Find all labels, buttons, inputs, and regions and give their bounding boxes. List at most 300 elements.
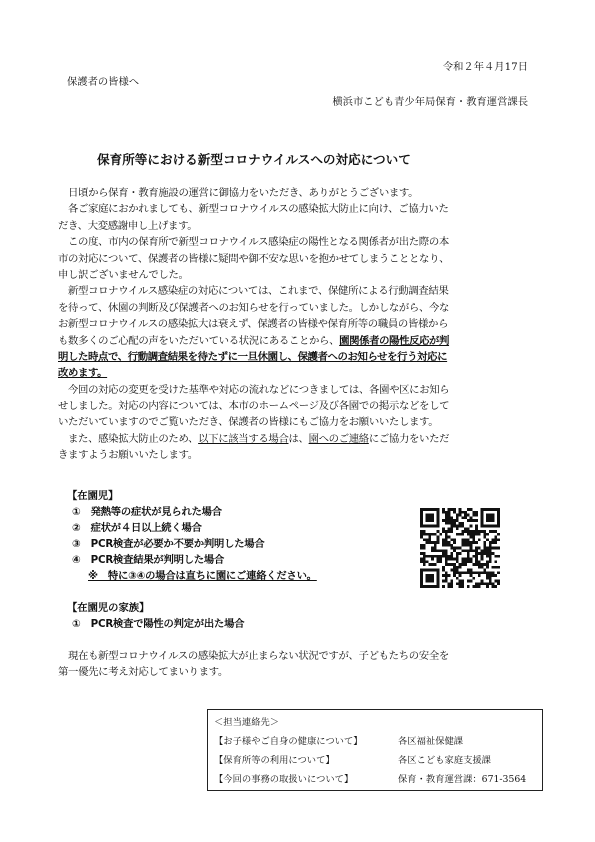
body-line: 新型コロナウイルス感染症の対応については、これまで、保健所による行動調査結果 xyxy=(68,285,449,298)
qr-module xyxy=(448,519,451,522)
qr-module xyxy=(481,516,484,519)
qr-module xyxy=(431,549,434,552)
qr-module xyxy=(472,563,475,566)
qr-module xyxy=(464,511,467,514)
qr-module xyxy=(467,585,470,588)
qr-module xyxy=(450,552,453,555)
qr-module xyxy=(445,552,448,555)
qr-module xyxy=(483,552,486,555)
qr-module xyxy=(442,555,445,558)
qr-module xyxy=(431,569,434,572)
qr-module xyxy=(472,530,475,533)
qr-module xyxy=(420,574,423,577)
qr-module xyxy=(434,533,437,536)
qr-module xyxy=(481,571,484,574)
qr-module xyxy=(448,563,451,566)
qr-module xyxy=(475,519,478,522)
qr-module xyxy=(464,560,467,563)
qr-module xyxy=(467,519,470,522)
qr-module xyxy=(489,560,492,563)
qr-module xyxy=(489,580,492,583)
qr-module xyxy=(467,530,470,533)
qr-module xyxy=(442,527,445,530)
qr-module xyxy=(453,538,456,541)
qr-module xyxy=(423,508,426,511)
qr-module xyxy=(481,580,484,583)
qr-module xyxy=(437,536,440,539)
qr-module xyxy=(481,522,484,525)
qr-module xyxy=(450,516,453,519)
children-item: ③ PCR検査が必要か不要か判明した場合 xyxy=(72,538,265,550)
qr-module xyxy=(453,541,456,544)
qr-module xyxy=(437,541,440,544)
contact-topic: 【今回の事務の取扱いについて】 xyxy=(214,774,354,785)
qr-module xyxy=(420,514,423,517)
qr-module xyxy=(489,574,492,577)
qr-module xyxy=(478,566,481,569)
qr-module xyxy=(420,577,423,580)
qr-module xyxy=(420,552,423,555)
qr-module xyxy=(428,585,431,588)
qr-module xyxy=(437,519,440,522)
qr-module xyxy=(423,558,426,561)
qr-module xyxy=(483,536,486,539)
qr-module xyxy=(461,585,464,588)
closing-line: 現在も新型コロナウイルスの感染拡大が止まらない状況ですが、子どもたちの安全を xyxy=(68,650,449,662)
qr-module xyxy=(453,569,456,572)
body-text xyxy=(58,185,538,464)
qr-module xyxy=(428,533,431,536)
qr-module xyxy=(426,538,429,541)
qr-module xyxy=(445,571,448,574)
qr-module xyxy=(461,525,464,528)
qr-module xyxy=(448,530,451,533)
qr-module xyxy=(453,519,456,522)
qr-module xyxy=(431,577,434,580)
qr-module xyxy=(431,574,434,577)
qr-module xyxy=(428,577,431,580)
qr-module xyxy=(456,552,459,555)
qr-module xyxy=(445,536,448,539)
qr-module xyxy=(497,547,500,550)
qr-module xyxy=(437,560,440,563)
qr-module xyxy=(442,552,445,555)
qr-module xyxy=(445,549,448,552)
qr-module xyxy=(486,577,489,580)
qr-module xyxy=(494,530,497,533)
qr-module xyxy=(434,525,437,528)
qr-module xyxy=(437,555,440,558)
qr-module xyxy=(445,544,448,547)
qr-module xyxy=(497,580,500,583)
qr-module xyxy=(420,516,423,519)
qr-module xyxy=(448,508,451,511)
qr-module xyxy=(423,569,426,572)
qr-module xyxy=(459,582,462,585)
qr-module xyxy=(478,533,481,536)
qr-module xyxy=(467,580,470,583)
qr-module xyxy=(456,566,459,569)
qr-module xyxy=(483,508,486,511)
qr-module xyxy=(481,566,484,569)
qr-module xyxy=(483,569,486,572)
qr-module xyxy=(426,585,429,588)
qr-module xyxy=(426,560,429,563)
qr-module xyxy=(456,558,459,561)
qr-module xyxy=(470,560,473,563)
qr-module xyxy=(489,525,492,528)
qr-module xyxy=(486,571,489,574)
qr-module xyxy=(423,547,426,550)
qr-module xyxy=(497,571,500,574)
qr-module xyxy=(450,525,453,528)
qr-module xyxy=(423,552,426,555)
qr-module xyxy=(442,566,445,569)
qr-module xyxy=(461,558,464,561)
qr-module xyxy=(456,533,459,536)
qr-module xyxy=(459,522,462,525)
qr-module xyxy=(467,571,470,574)
qr-module xyxy=(437,525,440,528)
qr-module xyxy=(497,555,500,558)
qr-module xyxy=(450,508,453,511)
qr-module xyxy=(464,527,467,530)
qr-module xyxy=(459,580,462,583)
qr-module xyxy=(489,552,492,555)
qr-module xyxy=(470,574,473,577)
qr-module xyxy=(483,530,486,533)
qr-module xyxy=(442,530,445,533)
qr-module xyxy=(464,541,467,544)
qr-module xyxy=(467,552,470,555)
qr-module xyxy=(472,533,475,536)
qr-module xyxy=(420,580,423,583)
qr-module xyxy=(445,577,448,580)
qr-module xyxy=(431,525,434,528)
qr-module xyxy=(497,508,500,511)
qr-module xyxy=(486,514,489,517)
qr-module xyxy=(450,555,453,558)
qr-module xyxy=(494,560,497,563)
qr-module xyxy=(489,558,492,561)
underlined-text: 園へのご連絡 xyxy=(308,432,369,445)
qr-module xyxy=(420,547,423,550)
emphasis-line: 明した時点で、行動調査結果を待たずに一旦休園し、保護者へのお知らせを行う対応に xyxy=(58,350,448,363)
qr-module xyxy=(475,541,478,544)
qr-module xyxy=(420,533,423,536)
qr-module xyxy=(494,580,497,583)
qr-module xyxy=(459,514,462,517)
body-text-segment: また、感染拡大防止のため、 xyxy=(68,432,199,445)
qr-module xyxy=(453,508,456,511)
qr-module xyxy=(478,538,481,541)
qr-module xyxy=(453,571,456,574)
qr-module xyxy=(461,541,464,544)
qr-module xyxy=(426,516,429,519)
qr-module xyxy=(453,511,456,514)
qr-module xyxy=(489,519,492,522)
qr-module xyxy=(434,569,437,572)
contact-note: ※ 特に③④の場合は直ちに園にご連絡ください。 xyxy=(88,570,317,582)
qr-module xyxy=(445,522,448,525)
qr-module xyxy=(445,558,448,561)
qr-module xyxy=(489,544,492,547)
qr-module xyxy=(442,569,445,572)
qr-module xyxy=(475,555,478,558)
qr-module xyxy=(481,519,484,522)
qr-module xyxy=(423,563,426,566)
qr-module xyxy=(486,508,489,511)
qr-module xyxy=(461,516,464,519)
qr-module xyxy=(453,558,456,561)
qr-module xyxy=(437,569,440,572)
qr-module xyxy=(423,560,426,563)
body-text-segment: にご協力をいただ xyxy=(368,432,450,445)
qr-module xyxy=(442,549,445,552)
qr-module xyxy=(442,541,445,544)
qr-module xyxy=(483,582,486,585)
qr-module xyxy=(431,558,434,561)
qr-module xyxy=(475,530,478,533)
qr-module xyxy=(483,571,486,574)
qr-module xyxy=(472,571,475,574)
qr-module xyxy=(426,541,429,544)
qr-module xyxy=(492,571,495,574)
qr-module xyxy=(461,538,464,541)
qr-module xyxy=(448,522,451,525)
contact-header: ＜担当連絡先＞ xyxy=(214,717,280,728)
body-line: お新型コロナウイルスの感染拡大は衰えず、保護者の皆様や保育所等の職員の皆様から xyxy=(58,318,449,331)
qr-module xyxy=(489,549,492,552)
qr-module xyxy=(497,511,500,514)
qr-module xyxy=(483,563,486,566)
qr-module xyxy=(489,530,492,533)
qr-module xyxy=(481,563,484,566)
qr-module xyxy=(497,516,500,519)
qr-module xyxy=(456,516,459,519)
qr-module xyxy=(467,549,470,552)
qr-module xyxy=(453,563,456,566)
qr-module xyxy=(450,547,453,550)
qr-module xyxy=(445,519,448,522)
closing-text xyxy=(58,648,538,681)
qr-module xyxy=(492,538,495,541)
qr-module xyxy=(456,560,459,563)
qr-module xyxy=(448,541,451,544)
qr-module xyxy=(423,585,426,588)
qr-module xyxy=(464,514,467,517)
qr-module xyxy=(470,549,473,552)
qr-module xyxy=(478,563,481,566)
qr-module xyxy=(478,571,481,574)
qr-module xyxy=(437,574,440,577)
qr-module xyxy=(475,533,478,536)
qr-module xyxy=(448,574,451,577)
qr-module xyxy=(445,511,448,514)
qr-module xyxy=(428,536,431,539)
qr-module xyxy=(459,533,462,536)
qr-module xyxy=(426,514,429,517)
qr-module xyxy=(420,569,423,572)
qr-module xyxy=(437,538,440,541)
qr-module xyxy=(459,566,462,569)
qr-module xyxy=(445,541,448,544)
qr-module xyxy=(489,555,492,558)
qr-module xyxy=(486,533,489,536)
qr-module xyxy=(442,519,445,522)
qr-module xyxy=(486,516,489,519)
qr-module xyxy=(428,519,431,522)
body-line: いただいていますのでご覧いただき、保護者の皆様にもご協力をお願いいたします。 xyxy=(58,416,439,429)
qr-module xyxy=(437,516,440,519)
qr-module xyxy=(470,508,473,511)
qr-module xyxy=(492,552,495,555)
qr-module xyxy=(445,563,448,566)
qr-module xyxy=(472,541,475,544)
qr-module xyxy=(486,555,489,558)
body-line: 各ご家庭におかれましても、新型コロナウイルスの感染拡大防止に向け、ご協力いた xyxy=(68,203,449,216)
qr-module xyxy=(481,552,484,555)
qr-module xyxy=(461,511,464,514)
qr-module xyxy=(448,511,451,514)
qr-module xyxy=(470,544,473,547)
qr-module xyxy=(486,566,489,569)
qr-module xyxy=(459,585,462,588)
qr-module xyxy=(442,544,445,547)
qr-module xyxy=(428,508,431,511)
qr-module xyxy=(420,530,423,533)
qr-module xyxy=(461,582,464,585)
document-title: 保育所等における新型コロナウイルスへの対応について xyxy=(97,152,411,167)
qr-module xyxy=(467,514,470,517)
qr-module xyxy=(481,555,484,558)
qr-module xyxy=(437,522,440,525)
qr-module xyxy=(483,533,486,536)
qr-module xyxy=(459,508,462,511)
qr-module xyxy=(492,541,495,544)
qr-module xyxy=(456,577,459,580)
qr-module xyxy=(472,514,475,517)
qr-module xyxy=(475,560,478,563)
qr-module xyxy=(489,514,492,517)
qr-module xyxy=(420,560,423,563)
body-line: 日頃から保育・教育施設の運営に御協力をいただき、ありがとうございます。 xyxy=(68,187,419,199)
qr-module xyxy=(448,582,451,585)
qr-module xyxy=(464,549,467,552)
qr-module xyxy=(437,530,440,533)
qr-module xyxy=(472,538,475,541)
qr-module xyxy=(467,558,470,561)
qr-module xyxy=(434,585,437,588)
qr-module xyxy=(461,571,464,574)
qr-module xyxy=(431,541,434,544)
qr-module xyxy=(475,511,478,514)
qr-module xyxy=(494,585,497,588)
qr-module xyxy=(434,508,437,511)
qr-module xyxy=(464,516,467,519)
qr-module xyxy=(467,569,470,572)
qr-module xyxy=(475,547,478,550)
qr-module xyxy=(445,560,448,563)
qr-module xyxy=(461,530,464,533)
qr-module xyxy=(486,574,489,577)
qr-module xyxy=(478,585,481,588)
qr-module xyxy=(472,555,475,558)
qr-module xyxy=(486,560,489,563)
qr-module xyxy=(481,525,484,528)
qr-module xyxy=(434,555,437,558)
qr-module xyxy=(459,511,462,514)
qr-module xyxy=(492,574,495,577)
qr-module xyxy=(420,585,423,588)
qr-module xyxy=(437,580,440,583)
qr-module xyxy=(420,511,423,514)
qr-module xyxy=(461,549,464,552)
qr-module xyxy=(461,544,464,547)
qr-module xyxy=(420,522,423,525)
qr-module xyxy=(494,541,497,544)
qr-module xyxy=(423,555,426,558)
qr-module xyxy=(470,525,473,528)
qr-module xyxy=(461,522,464,525)
qr-module xyxy=(497,533,500,536)
qr-module xyxy=(464,563,467,566)
qr-module xyxy=(450,585,453,588)
qr-module xyxy=(450,544,453,547)
qr-module xyxy=(426,508,429,511)
qr-module xyxy=(492,566,495,569)
body-line: を待って、休園の判断及び保護者へのお知らせを行っていました。しかしながら、今な xyxy=(58,301,450,314)
qr-module xyxy=(445,516,448,519)
body-line xyxy=(58,333,538,349)
qr-module xyxy=(450,563,453,566)
qr-module xyxy=(478,547,481,550)
document-date: 令和２年４月17日 xyxy=(442,61,528,73)
qr-module xyxy=(483,541,486,544)
qr-module xyxy=(420,508,423,511)
contact-office: 各区福祉保健課 xyxy=(398,736,464,747)
qr-module xyxy=(481,530,484,533)
qr-module xyxy=(459,525,462,528)
qr-module xyxy=(467,538,470,541)
qr-module xyxy=(470,536,473,539)
qr-module xyxy=(497,519,500,522)
qr-module xyxy=(459,563,462,566)
qr-module xyxy=(437,558,440,561)
qr-module xyxy=(448,514,451,517)
qr-module xyxy=(497,514,500,517)
qr-module xyxy=(494,525,497,528)
body-line: 申し訳ございませんでした。 xyxy=(58,268,189,281)
qr-module xyxy=(448,585,451,588)
qr-module xyxy=(459,571,462,574)
qr-module xyxy=(464,571,467,574)
qr-module xyxy=(437,571,440,574)
qr-module xyxy=(448,536,451,539)
qr-module xyxy=(439,560,442,563)
qr-module xyxy=(486,563,489,566)
qr-module xyxy=(472,577,475,580)
qr-module xyxy=(481,514,484,517)
qr-code-icon[interactable] xyxy=(420,508,500,588)
qr-module xyxy=(483,544,486,547)
qr-module xyxy=(483,525,486,528)
qr-module xyxy=(494,536,497,539)
qr-module xyxy=(475,525,478,528)
qr-module xyxy=(464,558,467,561)
qr-module xyxy=(426,533,429,536)
qr-module xyxy=(450,522,453,525)
